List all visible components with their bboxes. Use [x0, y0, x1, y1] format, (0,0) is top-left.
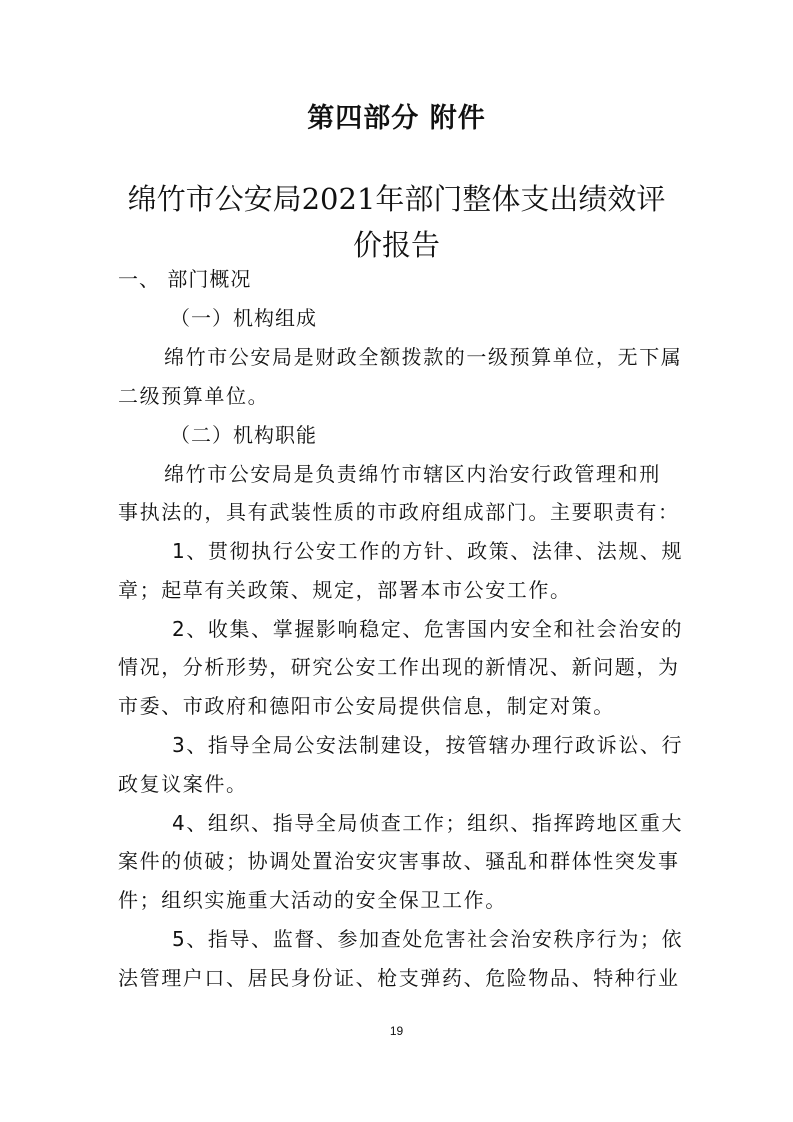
duty-item-2-line: 市委、市政府和德阳市公安局提供信息，制定对策。: [118, 694, 615, 718]
duty-item-5-line: 法管理户口、居民身份证、枪支弹药、危险物品、特种行业: [118, 966, 680, 990]
page-number: 19: [389, 1024, 404, 1038]
report-title-line-2: 价报告: [352, 228, 440, 262]
paragraph-line: 绵竹市公安局是负责绵竹市辖区内治安行政管理和刑: [164, 462, 661, 486]
paragraph-line: 二级预算单位。: [118, 384, 270, 408]
section-heading: 一、 部门概况: [118, 267, 252, 291]
duty-item-4-line: 案件的侦破；协调处置治安灾害事故、骚乱和群体性突发事: [118, 849, 680, 873]
report-title-line-1: 绵竹市公安局2021年部门整体支出绩效评: [127, 182, 666, 216]
duty-item-4-line: 4、组织、指导全局侦查工作；组织、指挥跨地区重大: [172, 811, 684, 835]
duty-item-3-line: 政复议案件。: [118, 772, 248, 796]
report-title: [100, 176, 693, 268]
part-title: 第四部分 附件: [307, 103, 486, 134]
duty-item-4-line: 件；组织实施重大活动的安全保卫工作。: [118, 888, 507, 912]
duty-item-3-line: 3、指导全局公安法制建设，按管辖办理行政诉讼、行: [172, 733, 684, 757]
paragraph-line: 绵竹市公安局是财政全额拨款的一级预算单位，无下属: [164, 345, 683, 369]
duty-item-2-line: 2、收集、掌握影响稳定、危害国内安全和社会治安的: [172, 617, 684, 641]
subsection-heading-1: （一）机构组成: [170, 306, 317, 330]
duty-item-1-line: 章；起草有关政策、规定，部署本市公安工作。: [118, 578, 572, 602]
paragraph-line: 事执法的，具有武装性质的市政府组成部门。主要职责有：: [118, 500, 680, 524]
subsection-heading-2: （二）机构职能: [170, 423, 317, 447]
duty-item-1-line: 1、贯彻执行公安工作的方针、政策、法律、法规、规: [172, 539, 684, 563]
duty-item-2-line: 情况，分析形势，研究公安工作出现的新情况、新问题，为: [118, 655, 680, 679]
duty-item-5-line: 5、指导、监督、参加查处危害社会治安秩序行为；依: [172, 927, 684, 951]
